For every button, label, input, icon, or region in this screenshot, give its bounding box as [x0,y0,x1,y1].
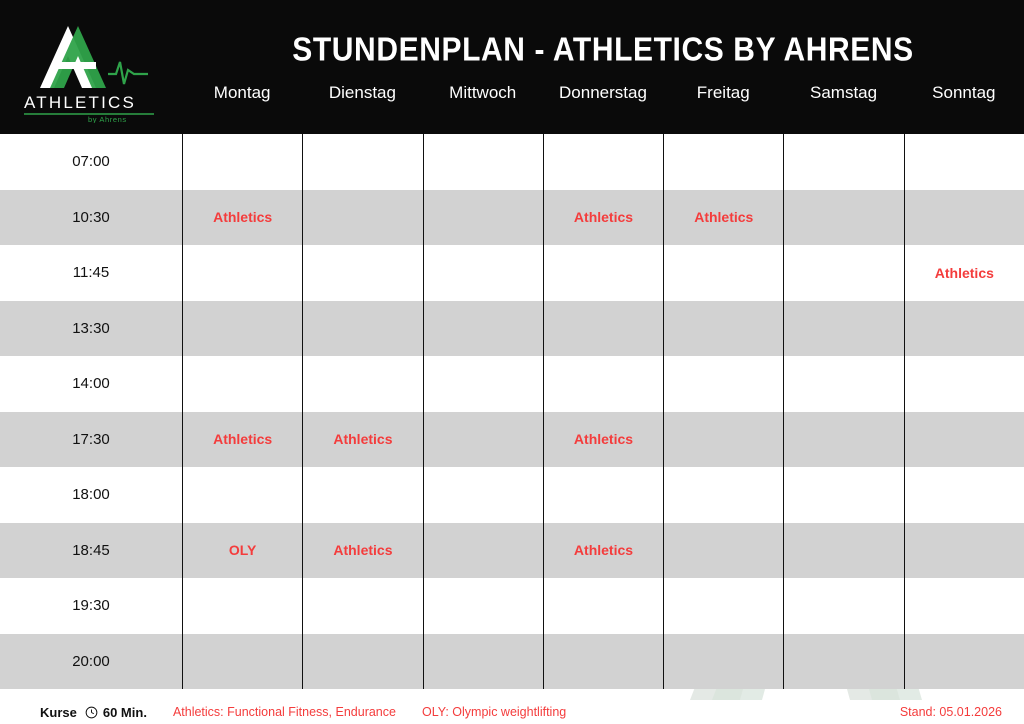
cell-donnerstag[interactable] [543,523,663,579]
cell-mittwoch[interactable] [423,578,543,634]
cell-samstag[interactable] [783,190,903,246]
legend-oly: OLY: Olympic weightlifting [421,705,567,719]
cell-sonntag[interactable] [904,412,1024,468]
day-header-samstag: Samstag [810,83,878,102]
table-row [0,301,1024,357]
day-header-sonntag: Sonntag [932,83,996,102]
cell-sonntag[interactable] [904,578,1024,634]
cell-donnerstag[interactable] [543,134,663,190]
row-time: 18:45 [0,523,182,579]
logo-icon [16,18,166,123]
cell-mittwoch[interactable] [423,356,543,412]
table-row [0,634,1024,690]
cell-samstag[interactable] [783,578,903,634]
cell-mittwoch[interactable] [423,245,543,301]
cell-donnerstag[interactable] [543,412,663,468]
cell-samstag[interactable] [783,634,903,690]
table-row [0,523,1024,579]
cell-donnerstag[interactable] [543,190,663,246]
class-entry: Athletics [573,431,634,448]
cell-montag[interactable] [182,301,302,357]
row-time: 07:00 [0,134,182,190]
cell-sonntag[interactable] [904,356,1024,412]
day-header-freitag: Freitag [696,83,750,102]
cell-dienstag[interactable] [302,134,422,190]
legend-athletics: Athletics: Functional Fitness, Endurance [172,705,396,719]
cell-dienstag[interactable] [302,245,422,301]
cell-donnerstag[interactable] [543,356,663,412]
cell-dienstag[interactable] [302,523,422,579]
cell-donnerstag[interactable] [543,578,663,634]
cell-donnerstag[interactable] [543,634,663,690]
day-header-dienstag: Dienstag [328,83,396,102]
svg-text:ATHLETICS: ATHLETICS [24,92,137,112]
row-time: 11:45 [0,245,182,301]
cell-mittwoch[interactable] [423,634,543,690]
cell-donnerstag[interactable] [543,467,663,523]
cell-sonntag[interactable] [904,301,1024,357]
class-entry: Athletics [573,209,634,226]
page-title: STUNDENPLAN - ATHLETICS BY AHRENS [292,31,914,69]
cell-montag[interactable] [182,523,302,579]
cell-dienstag[interactable] [302,190,422,246]
cell-freitag[interactable] [663,412,783,468]
cell-freitag[interactable] [663,578,783,634]
cell-freitag[interactable] [663,301,783,357]
row-time: 19:30 [0,578,182,634]
schedule-table [0,134,1024,689]
cell-mittwoch[interactable] [423,301,543,357]
cell-donnerstag[interactable] [543,301,663,357]
day-header-montag: Montag [213,83,271,102]
table-row [0,467,1024,523]
cell-montag[interactable] [182,467,302,523]
cell-sonntag[interactable] [904,190,1024,246]
cell-dienstag[interactable] [302,356,422,412]
cell-montag[interactable] [182,578,302,634]
class-entry: OLY [228,542,257,559]
table-row [0,245,1024,301]
cell-montag[interactable] [182,134,302,190]
cell-mittwoch[interactable] [423,412,543,468]
page-footer [0,689,1024,724]
cell-mittwoch[interactable] [423,134,543,190]
cell-freitag[interactable] [663,467,783,523]
cell-freitag[interactable] [663,634,783,690]
kurse-label: Kurse [40,704,77,720]
day-header-donnerstag: Donnerstag [559,83,647,102]
cell-dienstag[interactable] [302,578,422,634]
class-entry: Athletics [573,542,634,559]
cell-sonntag[interactable] [904,634,1024,690]
cell-montag[interactable] [182,245,302,301]
table-row [0,134,1024,190]
cell-sonntag[interactable] [904,467,1024,523]
page-header [0,0,1024,134]
table-row [0,190,1024,246]
cell-mittwoch[interactable] [423,523,543,579]
stand-date: Stand: 05.01.2026 [899,705,1002,719]
row-time: 10:30 [0,190,182,246]
cell-sonntag[interactable] [904,245,1024,301]
header-text-block [182,0,1024,134]
cell-mittwoch[interactable] [423,467,543,523]
cell-samstag[interactable] [783,412,903,468]
table-row [0,578,1024,634]
cell-samstag[interactable] [783,245,903,301]
row-time: 13:30 [0,301,182,357]
cell-samstag[interactable] [783,356,903,412]
cell-freitag[interactable] [663,523,783,579]
cell-samstag[interactable] [783,467,903,523]
duration-label: 60 Min. [102,704,147,720]
cell-dienstag[interactable] [302,634,422,690]
cell-freitag[interactable] [663,245,783,301]
cell-sonntag[interactable] [904,134,1024,190]
row-time: 18:00 [0,467,182,523]
row-time: 17:30 [0,412,182,468]
cell-dienstag[interactable] [302,301,422,357]
cell-freitag[interactable] [663,356,783,412]
row-time: 20:00 [0,634,182,690]
class-entry: Athletics [213,431,273,448]
cell-montag[interactable] [182,190,302,246]
class-entry: Athletics [694,209,754,226]
cell-samstag[interactable] [783,301,903,357]
cell-montag[interactable] [182,412,302,468]
class-entry: Athletics [934,264,994,281]
brand-logo [0,0,182,134]
svg-text:by Ahrens: by Ahrens [88,114,127,123]
class-entry: Athletics [333,431,393,448]
cell-dienstag[interactable] [302,412,422,468]
cell-montag[interactable] [182,634,302,690]
cell-donnerstag[interactable] [543,245,663,301]
cell-sonntag[interactable] [904,523,1024,579]
class-entry: Athletics [213,209,273,226]
row-time: 14:00 [0,356,182,412]
day-header-mittwoch: Mittwoch [449,83,517,102]
cell-dienstag[interactable] [302,467,422,523]
table-row [0,412,1024,468]
cell-samstag[interactable] [783,134,903,190]
cell-freitag[interactable] [663,134,783,190]
day-header-row [182,73,1024,115]
cell-mittwoch[interactable] [423,190,543,246]
cell-montag[interactable] [182,356,302,412]
class-entry: Athletics [333,542,393,559]
cell-samstag[interactable] [783,523,903,579]
cell-freitag[interactable] [663,190,783,246]
table-row [0,356,1024,412]
clock-icon [85,706,98,719]
